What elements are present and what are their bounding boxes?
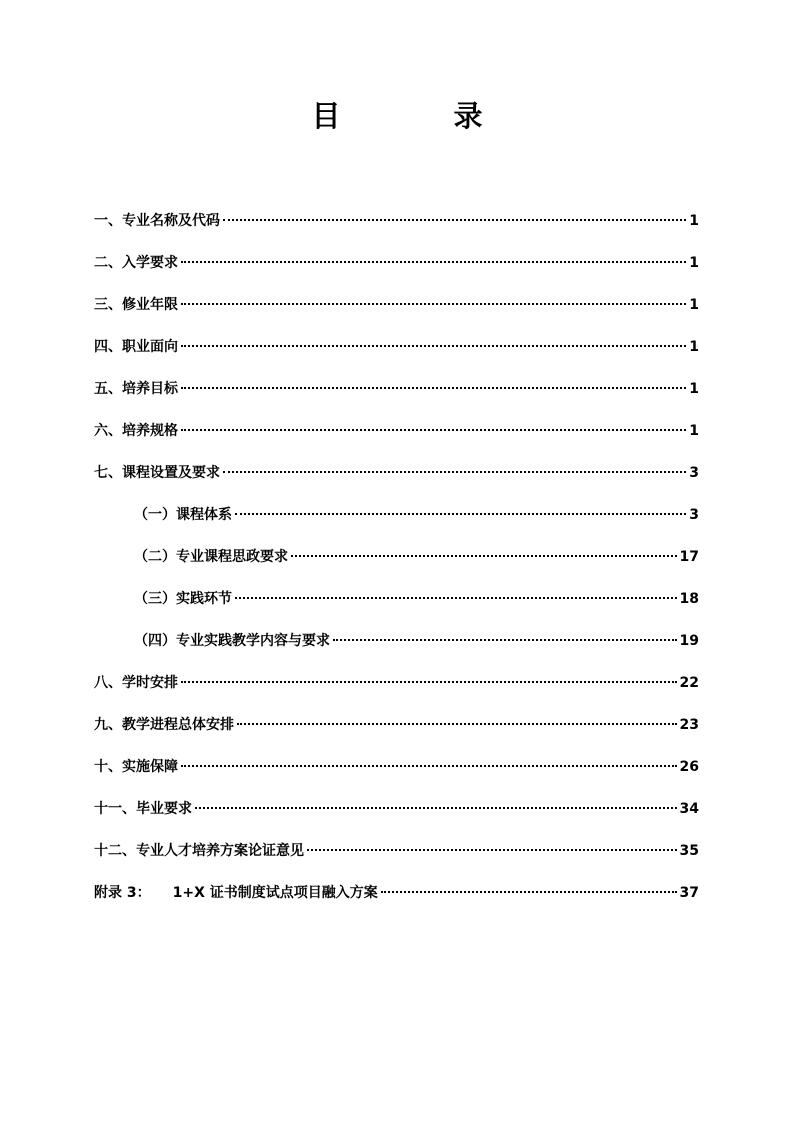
toc-leader-dots bbox=[181, 345, 686, 347]
toc-entry-6[interactable] bbox=[94, 416, 699, 458]
toc-subentry-7-3[interactable] bbox=[94, 584, 699, 626]
toc-entry-label: （二）专业课程思政要求 bbox=[134, 549, 288, 565]
toc-page-number: 35 bbox=[679, 843, 699, 859]
toc-entry-8[interactable] bbox=[94, 668, 699, 710]
toc-entry-label: 十一、毕业要求 bbox=[94, 801, 192, 817]
appendix-title: 1+X 证书制度试点项目融入方案 bbox=[172, 885, 378, 901]
toc-entry-label: 四、职业面向 bbox=[94, 339, 178, 355]
toc-entry-label: 九、教学进程总体安排 bbox=[94, 717, 234, 733]
toc-page-number: 1 bbox=[689, 297, 699, 313]
toc-leader-dots bbox=[195, 807, 677, 809]
toc-page-number: 22 bbox=[679, 675, 699, 691]
toc-entry-appendix-3[interactable] bbox=[94, 878, 699, 920]
toc-page-number: 1 bbox=[689, 339, 699, 355]
appendix-prefix: 附录 3： bbox=[94, 885, 151, 901]
toc-leader-dots bbox=[235, 597, 677, 599]
toc-page-number: 1 bbox=[689, 423, 699, 439]
toc-entry-2[interactable] bbox=[94, 248, 699, 290]
toc-page-number: 1 bbox=[689, 255, 699, 271]
toc-entry-label: （四）专业实践教学内容与要求 bbox=[134, 633, 330, 649]
toc-subentry-7-1[interactable] bbox=[94, 500, 699, 542]
toc-subentry-7-2[interactable] bbox=[94, 542, 699, 584]
toc-page-number: 3 bbox=[689, 507, 699, 523]
toc-leader-dots bbox=[181, 261, 686, 263]
toc-entry-label: （三）实践环节 bbox=[134, 591, 232, 607]
toc-page-number: 37 bbox=[679, 885, 699, 901]
toc-leader-dots bbox=[291, 555, 677, 557]
toc-entry-label: 七、课程设置及要求 bbox=[94, 465, 220, 481]
toc-page-number: 23 bbox=[679, 717, 699, 733]
toc-entry-label: （一）课程体系 bbox=[134, 507, 232, 523]
table-of-contents bbox=[94, 206, 699, 920]
page-title: 目 录 bbox=[311, 99, 525, 133]
toc-leader-dots bbox=[181, 303, 686, 305]
toc-entry-label: 六、培养规格 bbox=[94, 423, 178, 439]
toc-entry-label: 二、入学要求 bbox=[94, 255, 178, 271]
toc-leader-dots bbox=[223, 471, 686, 473]
toc-page-number: 26 bbox=[679, 759, 699, 775]
toc-entry-4[interactable] bbox=[94, 332, 699, 374]
toc-leader-dots bbox=[181, 429, 686, 431]
toc-entry-label bbox=[94, 878, 378, 908]
toc-leader-dots bbox=[235, 513, 686, 515]
toc-page-number: 3 bbox=[689, 465, 699, 481]
toc-entry-10[interactable] bbox=[94, 752, 699, 794]
toc-entry-label: 五、培养目标 bbox=[94, 381, 178, 397]
toc-entry-1[interactable] bbox=[94, 206, 699, 248]
toc-entry-7[interactable] bbox=[94, 458, 699, 500]
toc-entry-label: 一、专业名称及代码 bbox=[94, 213, 220, 229]
toc-entry-label: 三、修业年限 bbox=[94, 297, 178, 313]
toc-page-number: 1 bbox=[689, 213, 699, 229]
toc-page-number: 34 bbox=[679, 801, 699, 817]
toc-leader-dots bbox=[381, 891, 677, 893]
toc-page-number: 19 bbox=[679, 633, 699, 649]
toc-page-number: 18 bbox=[679, 591, 699, 607]
toc-entry-12[interactable] bbox=[94, 836, 699, 878]
toc-entry-3[interactable] bbox=[94, 290, 699, 332]
toc-leader-dots bbox=[181, 387, 686, 389]
toc-leader-dots bbox=[181, 765, 677, 767]
toc-leader-dots bbox=[307, 849, 677, 851]
toc-subentry-7-4[interactable] bbox=[94, 626, 699, 668]
toc-entry-11[interactable] bbox=[94, 794, 699, 836]
toc-entry-label: 八、学时安排 bbox=[94, 675, 178, 691]
toc-entry-5[interactable] bbox=[94, 374, 699, 416]
toc-entry-label: 十二、专业人才培养方案论证意见 bbox=[94, 843, 304, 859]
toc-page-number: 1 bbox=[689, 381, 699, 397]
toc-leader-dots bbox=[223, 219, 686, 221]
toc-leader-dots bbox=[181, 681, 677, 683]
toc-page-number: 17 bbox=[679, 549, 699, 565]
toc-entry-label: 十、实施保障 bbox=[94, 759, 178, 775]
toc-leader-dots bbox=[237, 723, 677, 725]
toc-entry-9[interactable] bbox=[94, 710, 699, 752]
toc-leader-dots bbox=[333, 639, 677, 641]
